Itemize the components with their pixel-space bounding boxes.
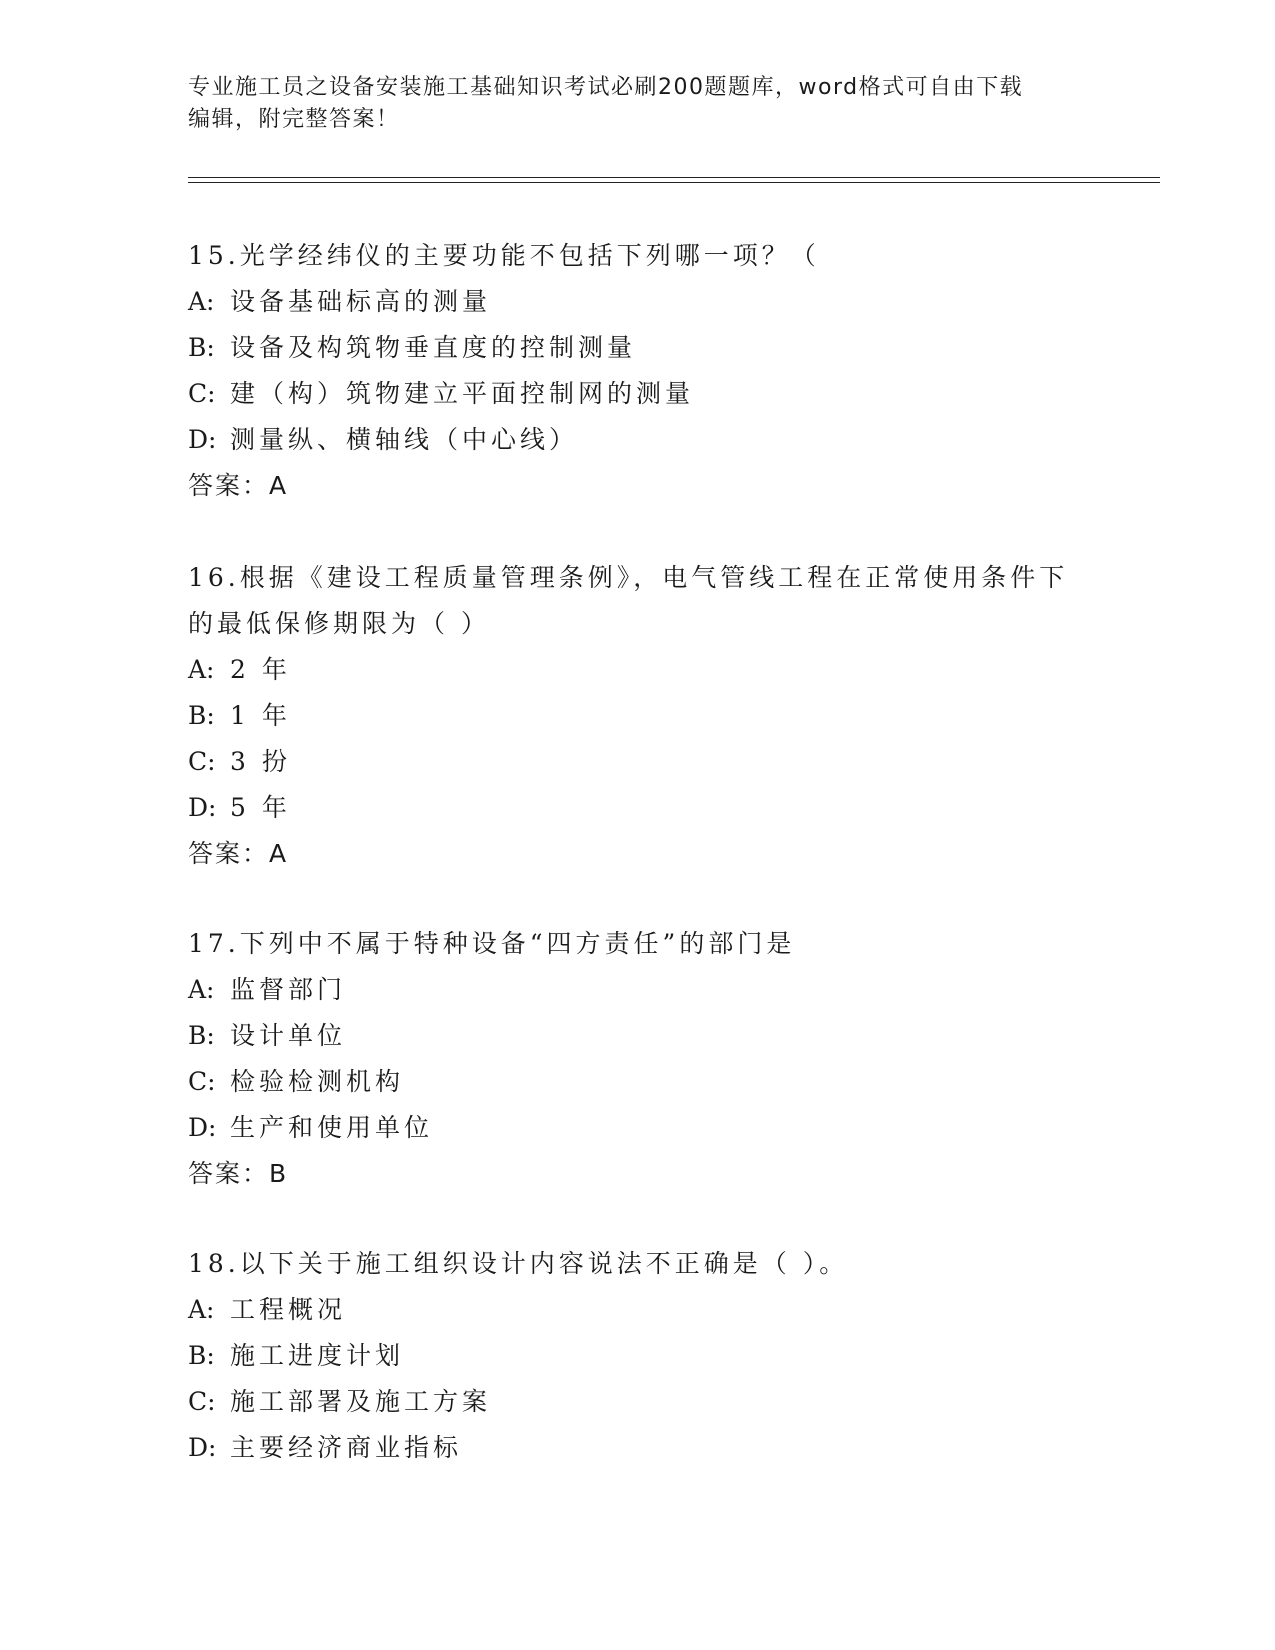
option-letter: A: bbox=[188, 655, 215, 684]
option-d bbox=[188, 417, 1088, 463]
option-letter: A: bbox=[188, 1295, 215, 1324]
option-letter: D: bbox=[188, 425, 217, 454]
document-header bbox=[188, 72, 1088, 136]
option-letter: D: bbox=[188, 1113, 217, 1142]
option-letter: C: bbox=[188, 747, 216, 776]
header-divider-bottom bbox=[188, 182, 1160, 183]
option-b bbox=[188, 693, 1088, 739]
option-d bbox=[188, 785, 1088, 831]
option-a bbox=[188, 647, 1088, 693]
question-17 bbox=[188, 921, 1088, 1197]
option-text: 主要经济商业指标 bbox=[230, 1433, 463, 1462]
header-divider-top bbox=[188, 177, 1160, 178]
option-text: 1 年 bbox=[230, 701, 291, 730]
option-text: 工程概况 bbox=[230, 1295, 347, 1324]
option-text: 检验检测机构 bbox=[230, 1067, 405, 1096]
option-letter: A: bbox=[188, 975, 215, 1004]
option-letter: B: bbox=[188, 333, 215, 362]
option-a bbox=[188, 279, 1088, 325]
option-text: 生产和使用单位 bbox=[230, 1113, 434, 1142]
option-letter: B: bbox=[188, 1341, 215, 1370]
question-15 bbox=[188, 233, 1088, 509]
header-title-line-2: 编辑，附完整答案！ bbox=[188, 107, 400, 132]
option-d bbox=[188, 1425, 1088, 1471]
option-letter: B: bbox=[188, 1021, 215, 1050]
option-b bbox=[188, 325, 1088, 371]
header-title-line-1: 专业施工员之设备安装施工基础知识考试必刷200题题库，word格式可自由下载 bbox=[188, 75, 1024, 100]
option-text: 设备基础标高的测量 bbox=[230, 287, 492, 316]
question-title-continued: 的最低保修期限为（ ） bbox=[188, 609, 490, 638]
question-18 bbox=[188, 1241, 1088, 1471]
option-letter: C: bbox=[188, 1387, 216, 1416]
option-text: 施工部署及施工方案 bbox=[230, 1387, 492, 1416]
option-letter: D: bbox=[188, 1433, 217, 1462]
option-text: 设计单位 bbox=[230, 1021, 347, 1050]
option-text: 2 年 bbox=[230, 655, 291, 684]
answer-line: 答案：B bbox=[188, 1159, 289, 1188]
option-c bbox=[188, 1059, 1088, 1105]
question-title: 15.光学经纬仪的主要功能不包括下列哪一项？（ bbox=[188, 241, 820, 270]
option-text: 监督部门 bbox=[230, 975, 347, 1004]
option-letter: A: bbox=[188, 287, 215, 316]
option-letter: C: bbox=[188, 379, 216, 408]
option-a bbox=[188, 967, 1088, 1013]
option-c bbox=[188, 1379, 1088, 1425]
option-d bbox=[188, 1105, 1088, 1151]
answer-line: 答案：A bbox=[188, 471, 289, 500]
option-letter: B: bbox=[188, 701, 215, 730]
option-letter: C: bbox=[188, 1067, 216, 1096]
answer-line: 答案：A bbox=[188, 839, 289, 868]
option-c bbox=[188, 739, 1088, 785]
option-text: 测量纵、横轴线（中心线） bbox=[230, 425, 579, 454]
question-title: 16.根据《建设工程质量管理条例》，电气管线工程在正常使用条件下 bbox=[188, 563, 1069, 592]
option-text: 3 扮 bbox=[230, 747, 291, 776]
option-a bbox=[188, 1287, 1088, 1333]
question-16 bbox=[188, 555, 1088, 877]
option-letter: D: bbox=[188, 793, 217, 822]
option-c bbox=[188, 371, 1088, 417]
option-text: 设备及构筑物垂直度的控制测量 bbox=[230, 333, 637, 362]
option-b bbox=[188, 1013, 1088, 1059]
option-text: 建（构）筑物建立平面控制网的测量 bbox=[230, 379, 695, 408]
option-text: 5 年 bbox=[230, 793, 291, 822]
question-title: 17.下列中不属于特种设备“四方责任”的部门是 bbox=[188, 929, 796, 958]
question-title: 18.以下关于施工组织设计内容说法不正确是（ ）。 bbox=[188, 1249, 849, 1278]
option-b bbox=[188, 1333, 1088, 1379]
option-text: 施工进度计划 bbox=[230, 1341, 405, 1370]
